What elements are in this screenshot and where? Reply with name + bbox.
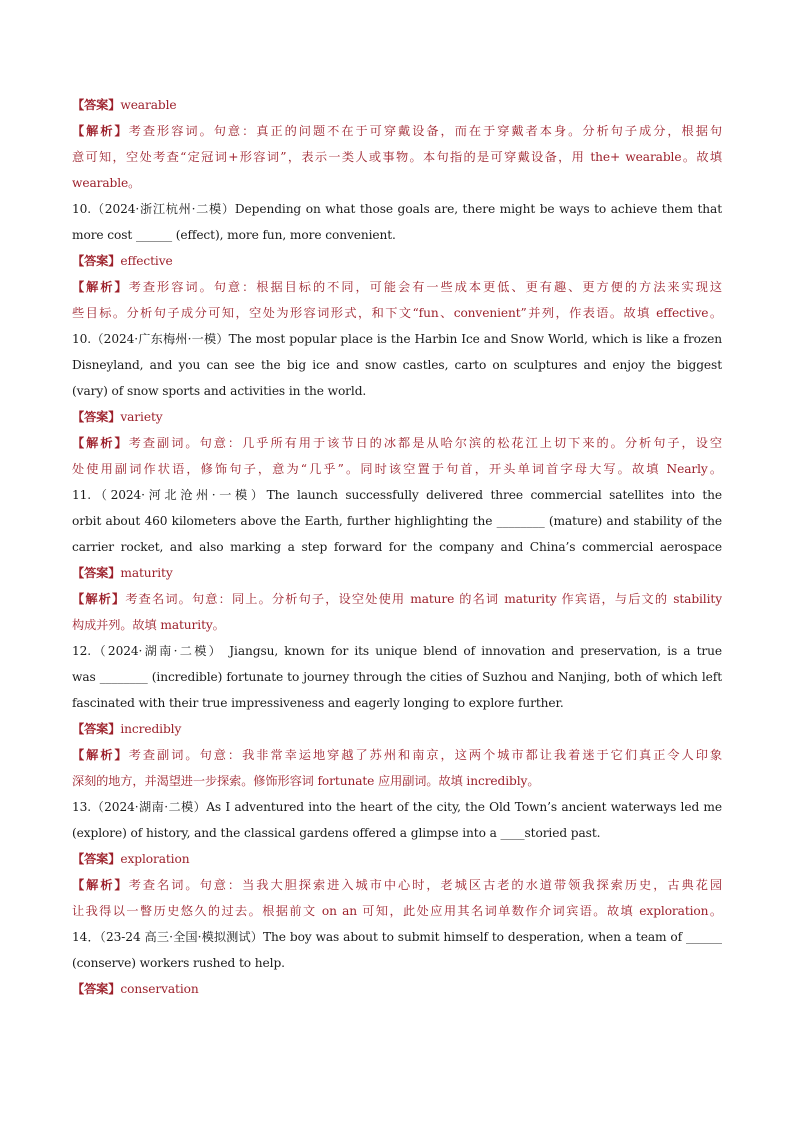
line-text: 13.（2024·湖南·二模）As I adventured into the heart of the city, the Old Town’s ancient waterways led me <box>72 800 722 814</box>
line-text: wearable <box>120 98 177 112</box>
answer-tag: 【答案】 <box>72 410 121 424</box>
analysis-line <box>72 274 722 300</box>
line-text: 让我得以一瞥历史悠久的过去。根据前文 on an 可知，此处应用其名词单数作介词宾语。故填 exploration。 <box>72 904 722 918</box>
question-line <box>72 482 722 508</box>
question-line <box>72 820 722 846</box>
analysis-line <box>72 430 722 456</box>
answer-line <box>72 846 722 872</box>
line-text: 10.（2024·浙江杭州·二模）Depending on what those goals are, there might be ways to achieve them that <box>72 202 722 216</box>
line-text: wearable。 <box>72 176 141 190</box>
analysis-line <box>72 586 722 612</box>
question-line <box>72 378 722 404</box>
answer-line <box>72 560 722 586</box>
analysis-tag: 【解析】 <box>72 878 129 892</box>
analysis-line <box>72 118 722 144</box>
line-text: 11.（2024·河北沧州·一模）The launch successfully delivered three commercial satellites into the <box>72 488 722 502</box>
answer-tag: 【答案】 <box>72 722 121 736</box>
answer-line <box>72 976 722 1002</box>
line-text: 考查形容词。句意：真正的问题不在于可穿戴设备，而在于穿戴者本身。分析句子成分，根据句 <box>128 124 722 138</box>
line-text: effective <box>120 254 173 268</box>
analysis-tag: 【解析】 <box>72 124 129 138</box>
question-line <box>72 352 722 378</box>
question-line <box>72 690 722 716</box>
line-text: (conserve) workers rushed to help. <box>72 956 285 970</box>
line-text: 考查名词。句意：当我大胆探索进入城市中心时，老城区古老的水道带领我探索历史，古典花园 <box>128 878 722 892</box>
question-line <box>72 326 722 352</box>
line-text: 考查名词。句意：同上。分析句子，设空处使用 mature 的名词 maturity 作宾语，与后文的 stability <box>125 592 722 606</box>
line-text: incredibly <box>120 722 182 736</box>
line-text: 14．（23-24 高三·全国·模拟测试）The boy was about to submit himself to desperation, when a team of ______ <box>72 930 722 944</box>
line-text: conservation <box>120 982 199 996</box>
line-text: 10.（2024·广东梅州·一模）The most popular place is the Harbin Ice and Snow World, which is like a frozen <box>72 332 722 346</box>
question-line <box>72 794 722 820</box>
question-line <box>72 950 722 976</box>
analysis-line <box>72 768 722 794</box>
question-line <box>72 222 722 248</box>
answer-line <box>72 404 722 430</box>
question-line <box>72 664 722 690</box>
line-text: (explore) of history, and the classical gardens offered a glimpse into a ____storied past. <box>72 826 601 840</box>
question-line <box>72 508 722 534</box>
answer-tag: 【答案】 <box>72 566 121 580</box>
answer-line <box>72 92 722 118</box>
line-text: 构成并列。故填 maturity。 <box>72 618 225 632</box>
answer-tag: 【答案】 <box>72 852 121 866</box>
analysis-line <box>72 872 722 898</box>
line-text: exploration <box>120 852 190 866</box>
analysis-tag: 【解析】 <box>72 748 129 762</box>
line-text: carrier rocket, and also marking a step forward for the company and China’s commercial aerospace <box>72 540 722 554</box>
analysis-line <box>72 144 722 170</box>
line-text: 考查副词。句意：几乎所有用于该节日的冰都是从哈尔滨的松花江上切下来的。分析句子，设空 <box>128 436 722 450</box>
line-text: 些目标。分析句子成分可知，空处为形容词形式，和下文“fun、convenient”并列，作表语。故填 effective。 <box>72 306 722 320</box>
line-text: 12.（2024·湖南·二模） Jiangsu, known for its unique blend of innovation and preservation, is a true <box>72 644 722 658</box>
line-text: 处使用副词作状语，修饰句子，意为“几乎”。同时该空置于句首，开头单词首字母大写。故填 Nearly。 <box>72 462 722 476</box>
question-line <box>72 924 722 950</box>
analysis-line <box>72 898 722 924</box>
line-text: (vary) of snow sports and activities in the world. <box>72 384 367 398</box>
line-text: 考查形容词。句意：根据目标的不同，可能会有一些成本更低、更有趣、更方便的方法来实现这 <box>128 280 722 294</box>
answer-tag: 【答案】 <box>72 254 121 268</box>
answer-tag: 【答案】 <box>72 98 121 112</box>
analysis-line <box>72 170 722 196</box>
answer-line <box>72 716 722 742</box>
answer-line <box>72 248 722 274</box>
line-text: fascinated with their true impressiveness and eagerly longing to explore further. <box>72 696 564 710</box>
line-text: variety <box>120 410 163 424</box>
question-line <box>72 534 722 560</box>
line-text: 深刻的地方，并渴望进一步探索。修饰形容词 fortunate 应用副词。故填 incredibly。 <box>72 774 540 788</box>
line-text: orbit about 460 kilometers above the Earth, further highlighting the ________ (mature) and stability of the <box>72 514 722 528</box>
answer-tag: 【答案】 <box>72 982 121 996</box>
analysis-tag: 【解析】 <box>72 436 129 450</box>
analysis-line <box>72 456 722 482</box>
line-text: maturity <box>120 566 173 580</box>
line-text: Disneyland, and you can see the big ice and snow castles, carto on sculptures and enjoy the biggest <box>72 358 722 372</box>
analysis-line <box>72 612 722 638</box>
question-line <box>72 196 722 222</box>
line-text: 意可知，空处考查“定冠词+形容词”，表示一类人或事物。本句指的是可穿戴设备，用 the+ wearable。故填 <box>72 150 722 164</box>
analysis-tag: 【解析】 <box>72 592 126 606</box>
question-line <box>72 638 722 664</box>
analysis-line <box>72 742 722 768</box>
line-text: was ________ (incredible) fortunate to journey through the cities of Suzhou and Nanjing, both of which left <box>72 670 722 684</box>
line-text: more cost ______ (effect), more fun, more convenient. <box>72 228 396 242</box>
analysis-line <box>72 300 722 326</box>
line-text: 考查副词。句意：我非常幸运地穿越了苏州和南京，这两个城市都让我着迷于它们真正令人印象 <box>128 748 722 762</box>
analysis-tag: 【解析】 <box>72 280 129 294</box>
